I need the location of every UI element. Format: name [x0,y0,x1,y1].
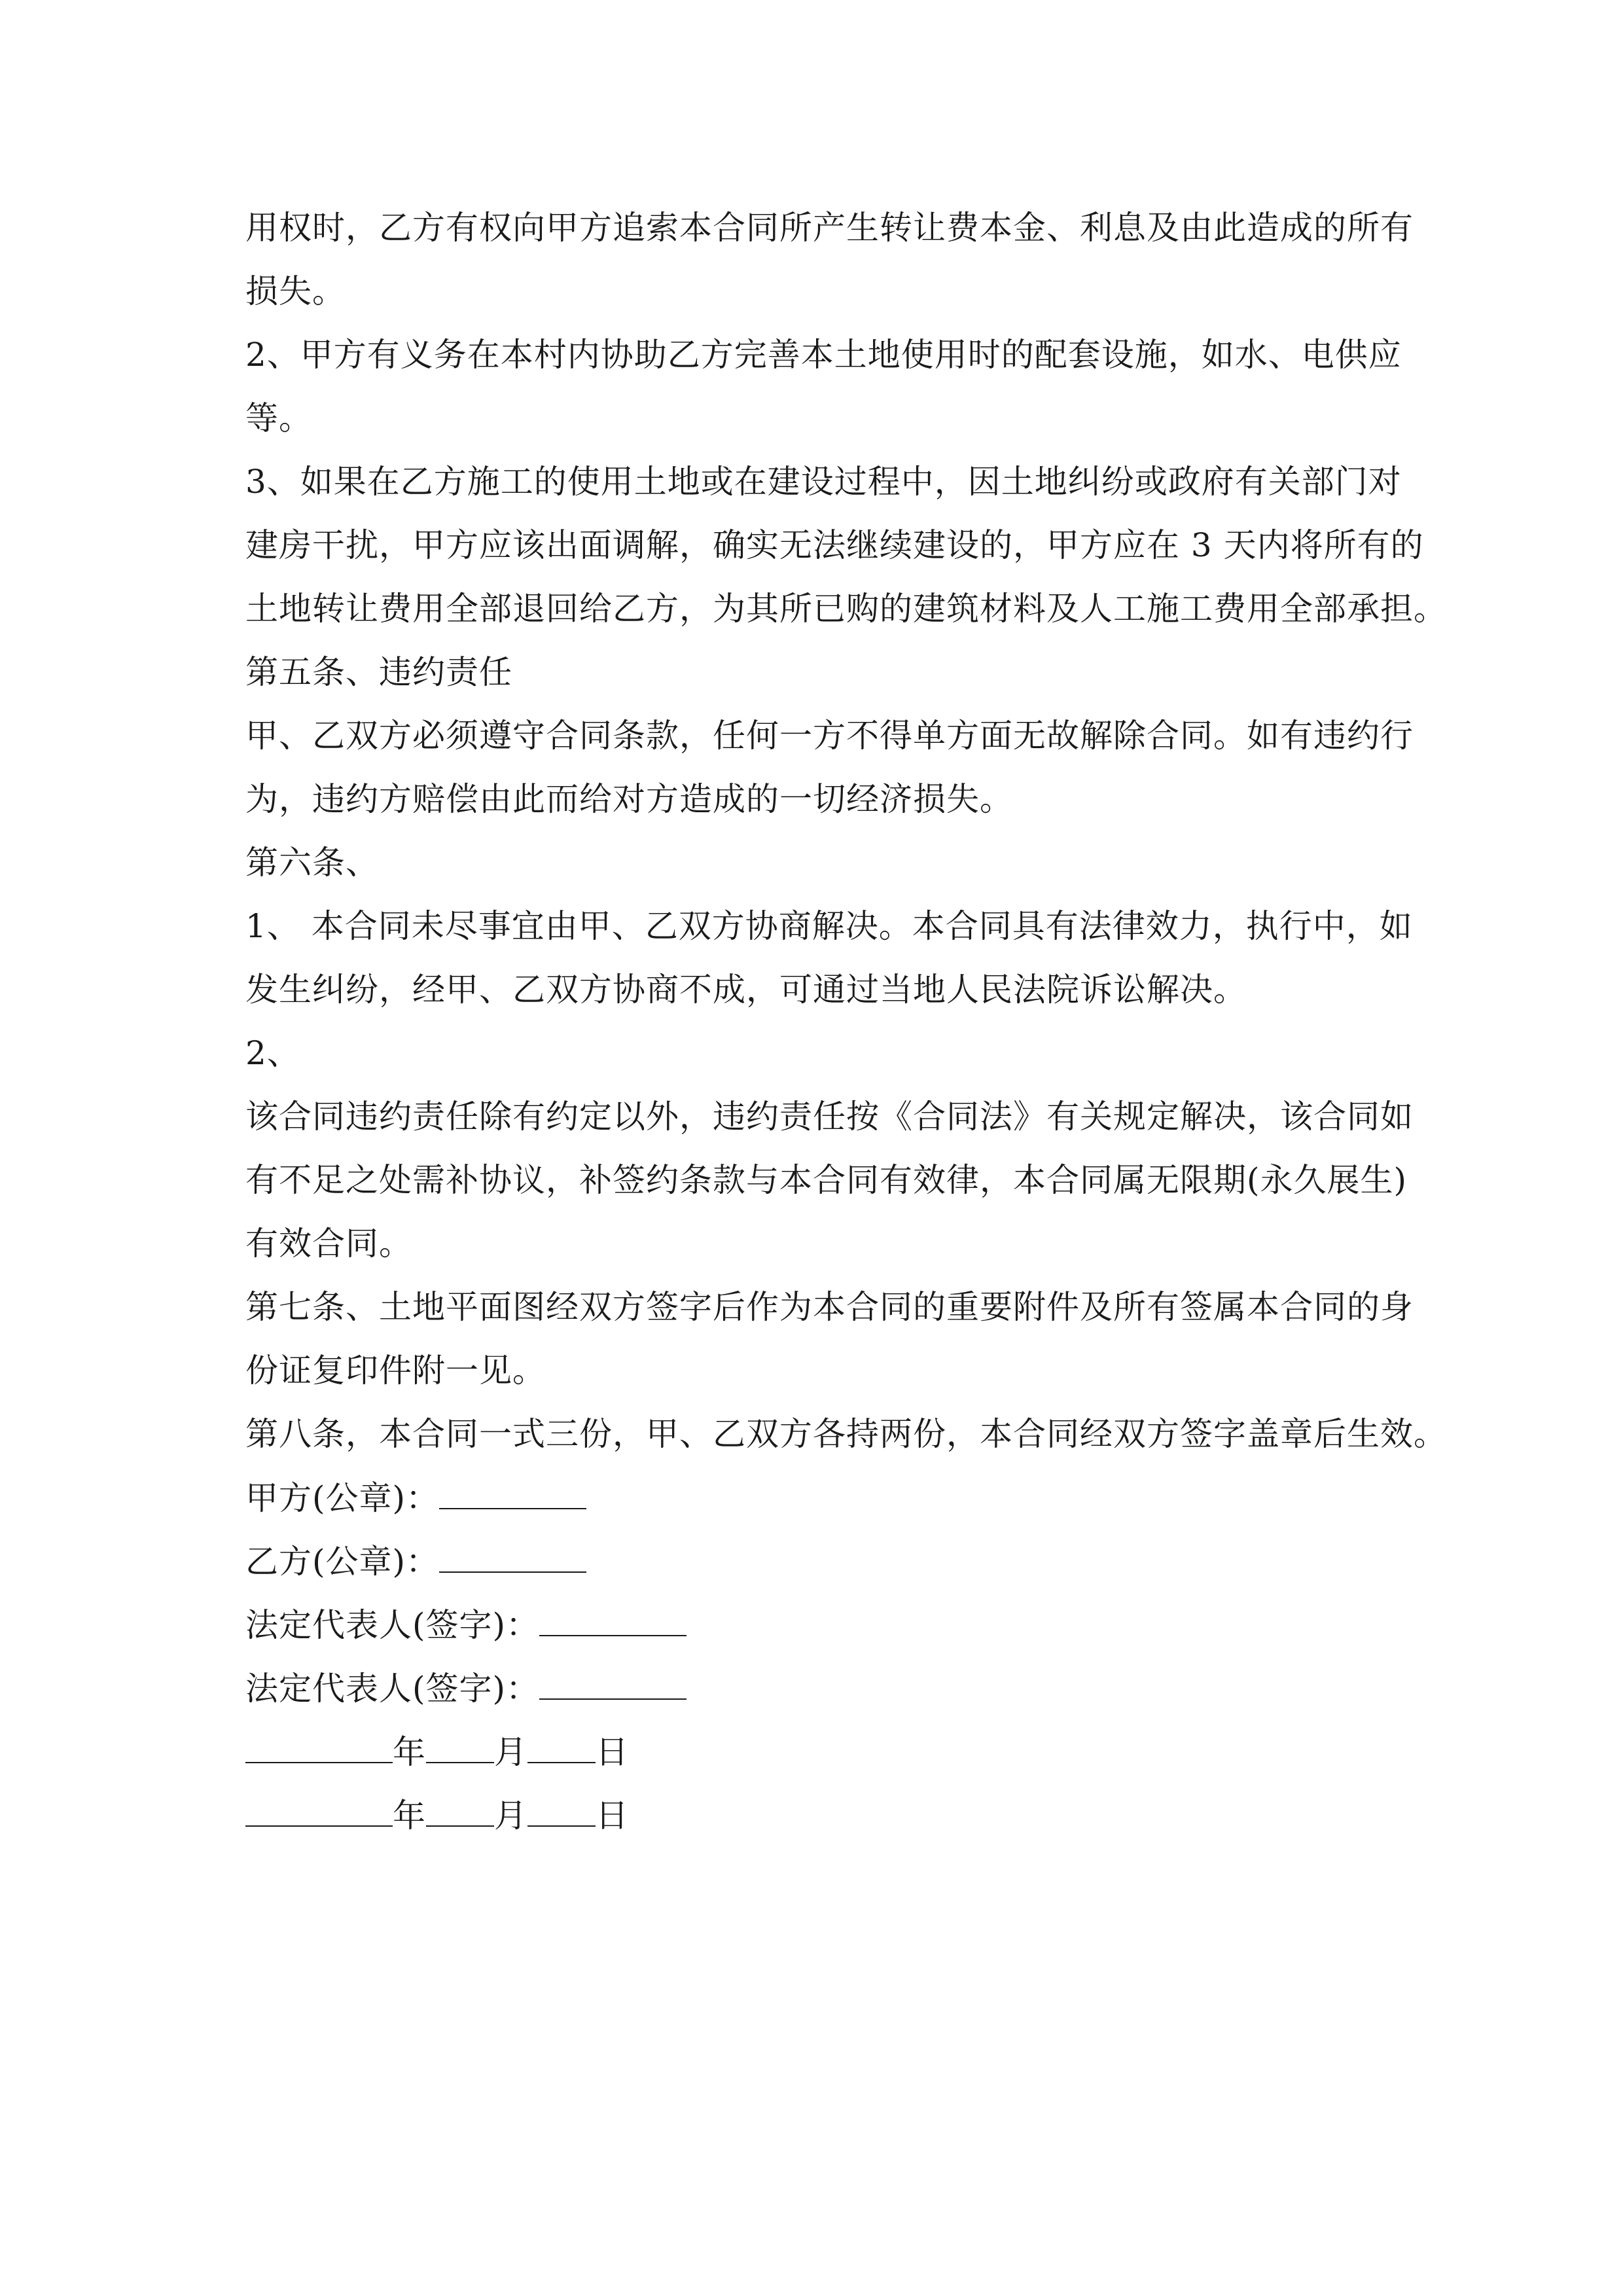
day-blank [527,1732,596,1763]
month-label: 月 [494,1797,527,1835]
rep-b-signature-label: 法定代表人(签字)： [245,1670,540,1708]
body-line-1: 用权时，乙方有权向甲方追索本合同所产生转让费本金、利息及由此造成的所有 [245,209,1414,247]
day-label: 日 [596,1733,629,1771]
rep-a-signature-row [245,1605,1397,1645]
date-row-1 [245,1732,1397,1772]
section-heading-6: 第六条、 [245,844,379,882]
party-b-seal-label: 乙方(公章)： [245,1543,440,1581]
body-line-6: 建房干扰，甲方应该出面调解，确实无法继续建设的，甲方应在 3 天内将所有的 [245,526,1424,564]
body-line-3: 2、甲方有义务在本村内协助乙方完善本土地使用时的配套设施，如水、电供应 [245,336,1402,374]
body-line-15: 该合同违约责任除有约定以外，违约责任按《合同法》有关规定解决，该合同如 [245,1098,1414,1136]
body-line-12: 1、 本合同未尽事宜由甲、乙双方协商解决。本合同具有法律效力，执行中，如 [245,907,1413,945]
party-a-seal-label: 甲方(公章)： [245,1479,440,1517]
body-line-7: 土地转让费用全部退回给乙方，为其所已购的建筑材料及人工施工费用全部承担。 [245,590,1447,628]
year-blank [245,1732,393,1763]
body-line-2: 损失。 [245,272,346,310]
party-a-seal-row [245,1478,1397,1518]
month-blank [426,1795,494,1827]
body-line-4: 等。 [245,399,312,437]
day-label: 日 [596,1797,629,1835]
month-blank [426,1732,494,1763]
body-line-10: 为，违约方赔偿由此而给对方造成的一切经济损失。 [245,780,1013,818]
body-line-9: 甲、乙双方必须遵守合同条款，任何一方不得单方面无故解除合同。如有违约行 [245,717,1414,755]
rep-b-signature-blank [539,1668,687,1700]
section-heading-5: 第五条、违约责任 [245,653,512,691]
year-blank [245,1795,393,1827]
body-line-16: 有不足之处需补协议，补签约条款与本合同有效律，本合同属无限期(永久展生) [245,1161,1408,1199]
party-b-seal-row [245,1541,1397,1581]
body-line-5: 3、如果在乙方施工的使用土地或在建设过程中，因土地纠纷或政府有关部门对 [245,463,1402,501]
rep-a-signature-label: 法定代表人(签字)： [245,1606,540,1644]
rep-a-signature-blank [539,1605,687,1636]
body-line-19: 份证复印件附一见。 [245,1352,546,1390]
year-label: 年 [393,1733,426,1771]
year-label: 年 [393,1797,426,1835]
section-heading-7: 第七条、土地平面图经双方签字后作为本合同的重要附件及所有签属本合同的身 [245,1288,1414,1326]
month-label: 月 [494,1733,527,1771]
body-line-14: 2、 [245,1034,300,1072]
party-b-seal-blank [439,1541,586,1573]
day-blank [527,1795,596,1827]
body-line-13: 发生纠纷，经甲、乙双方协商不成，可通过当地人民法院诉讼解决。 [245,971,1247,1009]
date-row-2 [245,1795,1397,1835]
rep-b-signature-row [245,1668,1397,1708]
party-a-seal-blank [439,1478,586,1509]
section-heading-8: 第八条，本合同一式三份，甲、乙双方各持两份，本合同经双方签字盖章后生效。 [245,1415,1447,1453]
body-line-17: 有效合同。 [245,1225,412,1263]
